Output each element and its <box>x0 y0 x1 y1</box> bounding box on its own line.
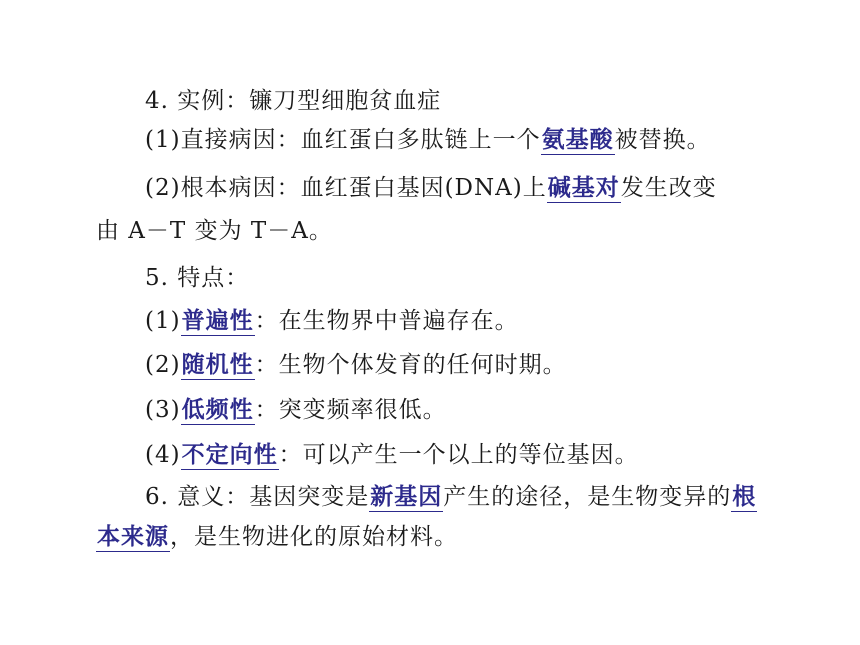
section-5-item-4 <box>145 440 639 470</box>
section-4-item-2 <box>145 173 717 203</box>
item-text: 产生的途径，是生物变异的 <box>443 484 732 510</box>
item-text: 被替换。 <box>614 127 711 153</box>
item-text: ，是生物进化的原始材料。 <box>170 524 458 550</box>
section-5-item-2 <box>145 350 567 380</box>
section-6-line-2 <box>96 522 458 552</box>
section-5-item-3 <box>145 395 447 425</box>
item-text: ：在生物界中普遍存在。 <box>254 308 519 334</box>
section-5-heading <box>145 263 249 293</box>
highlight-term: 随机性 <box>181 352 254 378</box>
section-4-heading <box>145 86 441 116</box>
item-text: ：突变频率很低。 <box>254 397 447 423</box>
item-text: 6. 意义：基因突变是 <box>145 484 370 510</box>
highlight-term: 氨基酸 <box>541 127 614 153</box>
highlight-term: 新基因 <box>370 484 443 510</box>
highlight-term: 本来源 <box>97 524 169 550</box>
item-text: 由 A－T 变为 T－A。 <box>96 218 333 244</box>
section-5-item-1 <box>145 306 519 336</box>
section-4-item-1 <box>145 125 711 155</box>
section-4-heading-text: 4. 实例：镰刀型细胞贫血症 <box>145 88 442 114</box>
item-text: ：可以产生一个以上的等位基因。 <box>278 442 639 468</box>
highlight-term: 普遍性 <box>181 308 254 334</box>
item-text: (3) <box>145 397 181 423</box>
item-text: (1)直接病因：血红蛋白多肽链上一个 <box>145 127 541 153</box>
highlight-term: 不定向性 <box>181 442 278 468</box>
item-text: (2)根本病因：血红蛋白基因(DNA)上 <box>145 175 547 201</box>
section-4-item-2-continued <box>96 216 333 246</box>
item-text: 发生改变 <box>620 175 717 201</box>
highlight-term: 碱基对 <box>547 175 620 201</box>
item-text: (1) <box>145 308 181 334</box>
section-6-line-1 <box>145 482 757 512</box>
item-text: (4) <box>145 442 181 468</box>
item-text: (2) <box>145 352 181 378</box>
section-5-heading-text: 5. 特点： <box>145 265 250 291</box>
highlight-term: 根 <box>732 484 757 510</box>
item-text: ：生物个体发育的任何时期。 <box>254 352 567 378</box>
highlight-term: 低频性 <box>181 397 254 423</box>
